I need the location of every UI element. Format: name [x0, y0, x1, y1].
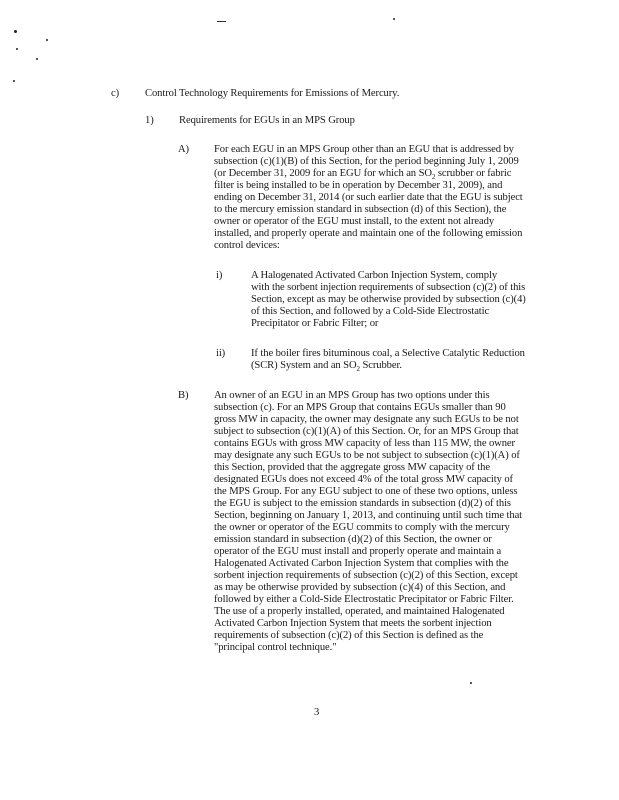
- para-a-line: control devices:: [214, 240, 280, 251]
- para-b-line: sorbent injection requirements of subsection (c)(2) of this Section, except: [214, 570, 518, 581]
- para-b-line: this Section, provided that the aggregate gross MW capacity of the: [214, 462, 490, 473]
- para-b-line: Section, beginning on January 1, 2013, and continuing until such time that: [214, 510, 523, 521]
- item-i-line: Precipitator or Fabric Filter; or: [251, 318, 379, 329]
- para-b-line: requirements of subsection (c)(2) of this Section is defined as the: [214, 630, 484, 641]
- scan-speck: [14, 30, 17, 33]
- item-i-marker: i): [216, 270, 223, 281]
- para-b-line: the owner or operator of the EGU commits to comply with the mercury: [214, 522, 510, 533]
- para-b-line: An owner of an EGU in an MPS Group has two options under this: [214, 390, 490, 401]
- para-a-line: subsection (c)(1)(B) of this Section, for the period beginning July 1, 2009: [214, 156, 519, 167]
- item-i-line: with the sorbent injection requirements of subsection (c)(2) of this: [251, 282, 526, 293]
- para-b-line: may designate any such EGUs to be not subject to subsection (c)(1)(A) of: [214, 450, 520, 461]
- para-b-line: designated EGUs does not exceed 4% of the total gross MW capacity of: [214, 474, 513, 485]
- page-number: 3: [314, 707, 320, 718]
- para-b-line: followed by either a Cold-Side Electrostatic Precipitator or Fabric Filter.: [214, 594, 514, 605]
- scan-speck: [46, 39, 48, 41]
- para-a-line: filter is being installed to be in operation by December 31, 2009), and: [214, 180, 503, 191]
- para-b-line: the MPS Group. For any EGU subject to one of these two options, unless: [214, 486, 518, 497]
- para-b-line: emission standard in subsection (d)(2) of this Section, the owner or: [214, 534, 492, 545]
- scan-speck: [16, 48, 18, 50]
- para-a-line: to the mercury emission standard in subsection (d) of this Section), the: [214, 204, 507, 215]
- item-i-line: A Halogenated Activated Carbon Injection System, comply: [251, 270, 498, 281]
- item-ii-marker: ii): [216, 348, 226, 359]
- para-a-line: (or December 31, 2009 for an EGU for which an $SO_2$ scrubber or fabric: [214, 168, 512, 182]
- para-b-line: The use of a properly installed, operated, and maintained Halogenated: [214, 606, 505, 617]
- para-b-line: gross MW in capacity, the owner may designate any such EGUs to be not: [214, 414, 519, 425]
- para-b-marker: B): [178, 390, 189, 401]
- para-b-line: Halogenated Activated Carbon Injection System that complies with the: [214, 558, 509, 569]
- para-b-line: subsection (c). For an MPS Group that contains EGUs smaller than 90: [214, 402, 506, 413]
- scan-speck: [13, 80, 15, 82]
- item-i-line: Section, except as may be otherwise provided by subsection (c)(4): [251, 294, 526, 305]
- section-c-marker: c): [111, 88, 120, 99]
- para-b-line: contains EGUs with gross MW capacity of less than 115 MW, the owner: [214, 438, 515, 449]
- scan-mark: [217, 21, 226, 22]
- para-a-line: For each EGU in an MPS Group other than an EGU that is addressed by: [214, 144, 514, 155]
- para-b-line: "principal control technique.": [214, 642, 337, 653]
- item-i-line: of this Section, and followed by a Cold-Side Electrostatic: [251, 306, 490, 317]
- subsection-1-marker: 1): [145, 115, 154, 126]
- scan-speck: [36, 58, 38, 60]
- para-a-line: owner or operator of the EGU must install, to the extent not already: [214, 216, 495, 227]
- para-a-marker: A): [178, 144, 189, 155]
- para-a-line: ending on December 31, 2014 (or such earlier date that the EGU is subject: [214, 192, 523, 203]
- scan-speck: [470, 682, 472, 684]
- para-a-line: installed, and properly operate and maintain one of the following emission: [214, 228, 523, 239]
- item-ii-line: (SCR) System and an $SO_2$ Scrubber.: [251, 360, 402, 374]
- para-b-line: operator of the EGU must install and properly operate and maintain a: [214, 546, 502, 557]
- section-c-title: Control Technology Requirements for Emissions of Mercury.: [145, 88, 400, 99]
- para-b-line: Activated Carbon Injection System that meets the sorbent injection: [214, 618, 492, 629]
- para-b-line: the EGU is subject to the emission standards in subsection (d)(2) of this: [214, 498, 511, 509]
- item-ii-line: If the boiler fires bituminous coal, a Selective Catalytic Reduction: [251, 348, 525, 359]
- subsection-1-title: Requirements for EGUs in an MPS Group: [179, 115, 355, 126]
- para-b-line: subject to subsection (c)(1)(A) of this Section. Or, for an MPS Group that: [214, 426, 519, 437]
- para-b-line: as may be otherwise provided by subsection (c)(4) of this Section, and: [214, 582, 506, 593]
- scan-speck: [393, 18, 395, 20]
